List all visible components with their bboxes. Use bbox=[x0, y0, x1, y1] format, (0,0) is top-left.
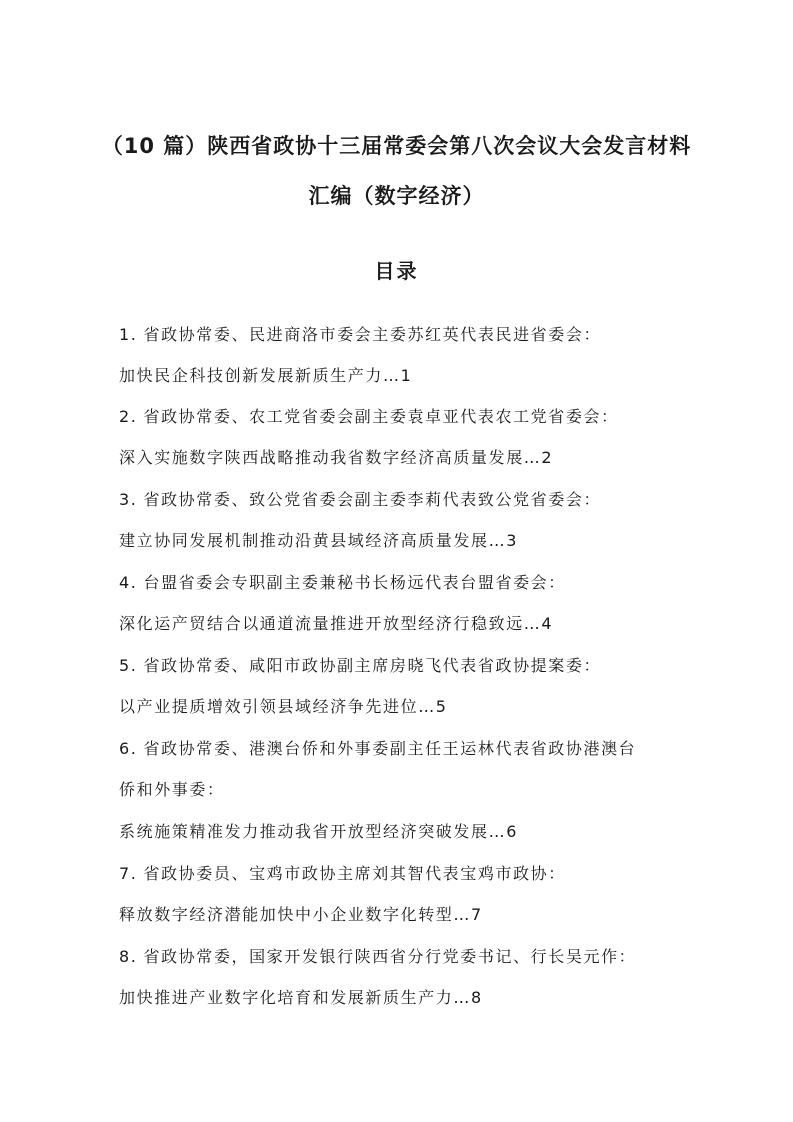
toc-entry-number: 1. bbox=[119, 325, 138, 344]
toc-entry-number: 3. bbox=[119, 490, 138, 509]
toc-entry-4-topic: 深化运产贸结合以通道流量推进开放型经济行稳致远…4 bbox=[119, 614, 554, 633]
toc-entry-6-speaker bbox=[119, 738, 636, 760]
toc-entry-8-speaker bbox=[119, 946, 636, 968]
toc-entry-speaker-text: 省政协常委、致公党省委会副主委李莉代表致公党省委会： bbox=[143, 490, 602, 509]
toc-entry-2-speaker bbox=[119, 406, 619, 428]
toc-entry-7-topic: 释放数字经济潜能加快中小企业数字化转型…7 bbox=[119, 905, 483, 924]
toc-entry-speaker-text: 台盟省委会专职副主委兼秘书长杨远代表台盟省委会： bbox=[143, 573, 566, 592]
toc-entry-speaker-text: 省政协常委、港澳台侨和外事委副主任王运林代表省政协港澳台 bbox=[143, 739, 637, 758]
toc-entry-3-topic: 建立协同发展机制推动沿黄县域经济高质量发展…3 bbox=[119, 531, 518, 550]
toc-entry-1-topic: 加快民企科技创新发展新质生产力…1 bbox=[119, 366, 413, 385]
toc-heading: 目录 bbox=[374, 259, 419, 283]
toc-entry-speaker-text: 省政协常委，国家开发银行陕西省分行党委书记、行长吴元作： bbox=[143, 947, 637, 966]
toc-entry-speaker-text: 省政协委员、宝鸡市政协主席刘其智代表宝鸡市政协： bbox=[143, 864, 566, 883]
toc-entry-2-topic: 深入实施数字陕西战略推动我省数字经济高质量发展…2 bbox=[119, 448, 554, 467]
toc-entry-speaker-text: 省政协常委、咸阳市政协副主席房晓飞代表省政协提案委： bbox=[143, 656, 602, 675]
toc-entry-5-topic: 以产业提质增效引领县域经济争先进位…5 bbox=[119, 697, 448, 716]
toc-entry-number: 8. bbox=[119, 947, 138, 966]
toc-entry-4-speaker bbox=[119, 572, 566, 594]
toc-entry-5-speaker bbox=[119, 655, 601, 677]
toc-entry-number: 4. bbox=[119, 573, 138, 592]
document-title-line-1: （10 篇）陕西省政协十三届常委会第八次会议大会发言材料 bbox=[101, 134, 692, 158]
toc-entry-number: 6. bbox=[119, 739, 138, 758]
toc-entry-number: 2. bbox=[119, 407, 138, 426]
document-title-line-2: 汇编（数字经济） bbox=[308, 184, 485, 208]
toc-entry-1-speaker bbox=[119, 324, 601, 346]
toc-entry-6-speaker-cont: 侨和外事委： bbox=[119, 780, 225, 799]
toc-entry-3-speaker bbox=[119, 489, 601, 511]
toc-entry-7-speaker bbox=[119, 863, 566, 885]
toc-entry-number: 5. bbox=[119, 656, 138, 675]
toc-entry-speaker-text: 省政协常委、民进商洛市委会主委苏红英代表民进省委会： bbox=[143, 325, 602, 344]
toc-entry-8-topic: 加快推进产业数字化培育和发展新质生产力…8 bbox=[119, 988, 483, 1007]
toc-entry-speaker-text: 省政协常委、农工党省委会副主委袁卓亚代表农工党省委会： bbox=[143, 407, 619, 426]
toc-entry-number: 7. bbox=[119, 864, 138, 883]
toc-entry-6-topic: 系统施策精准发力推动我省开放型经济突破发展…6 bbox=[119, 822, 518, 841]
